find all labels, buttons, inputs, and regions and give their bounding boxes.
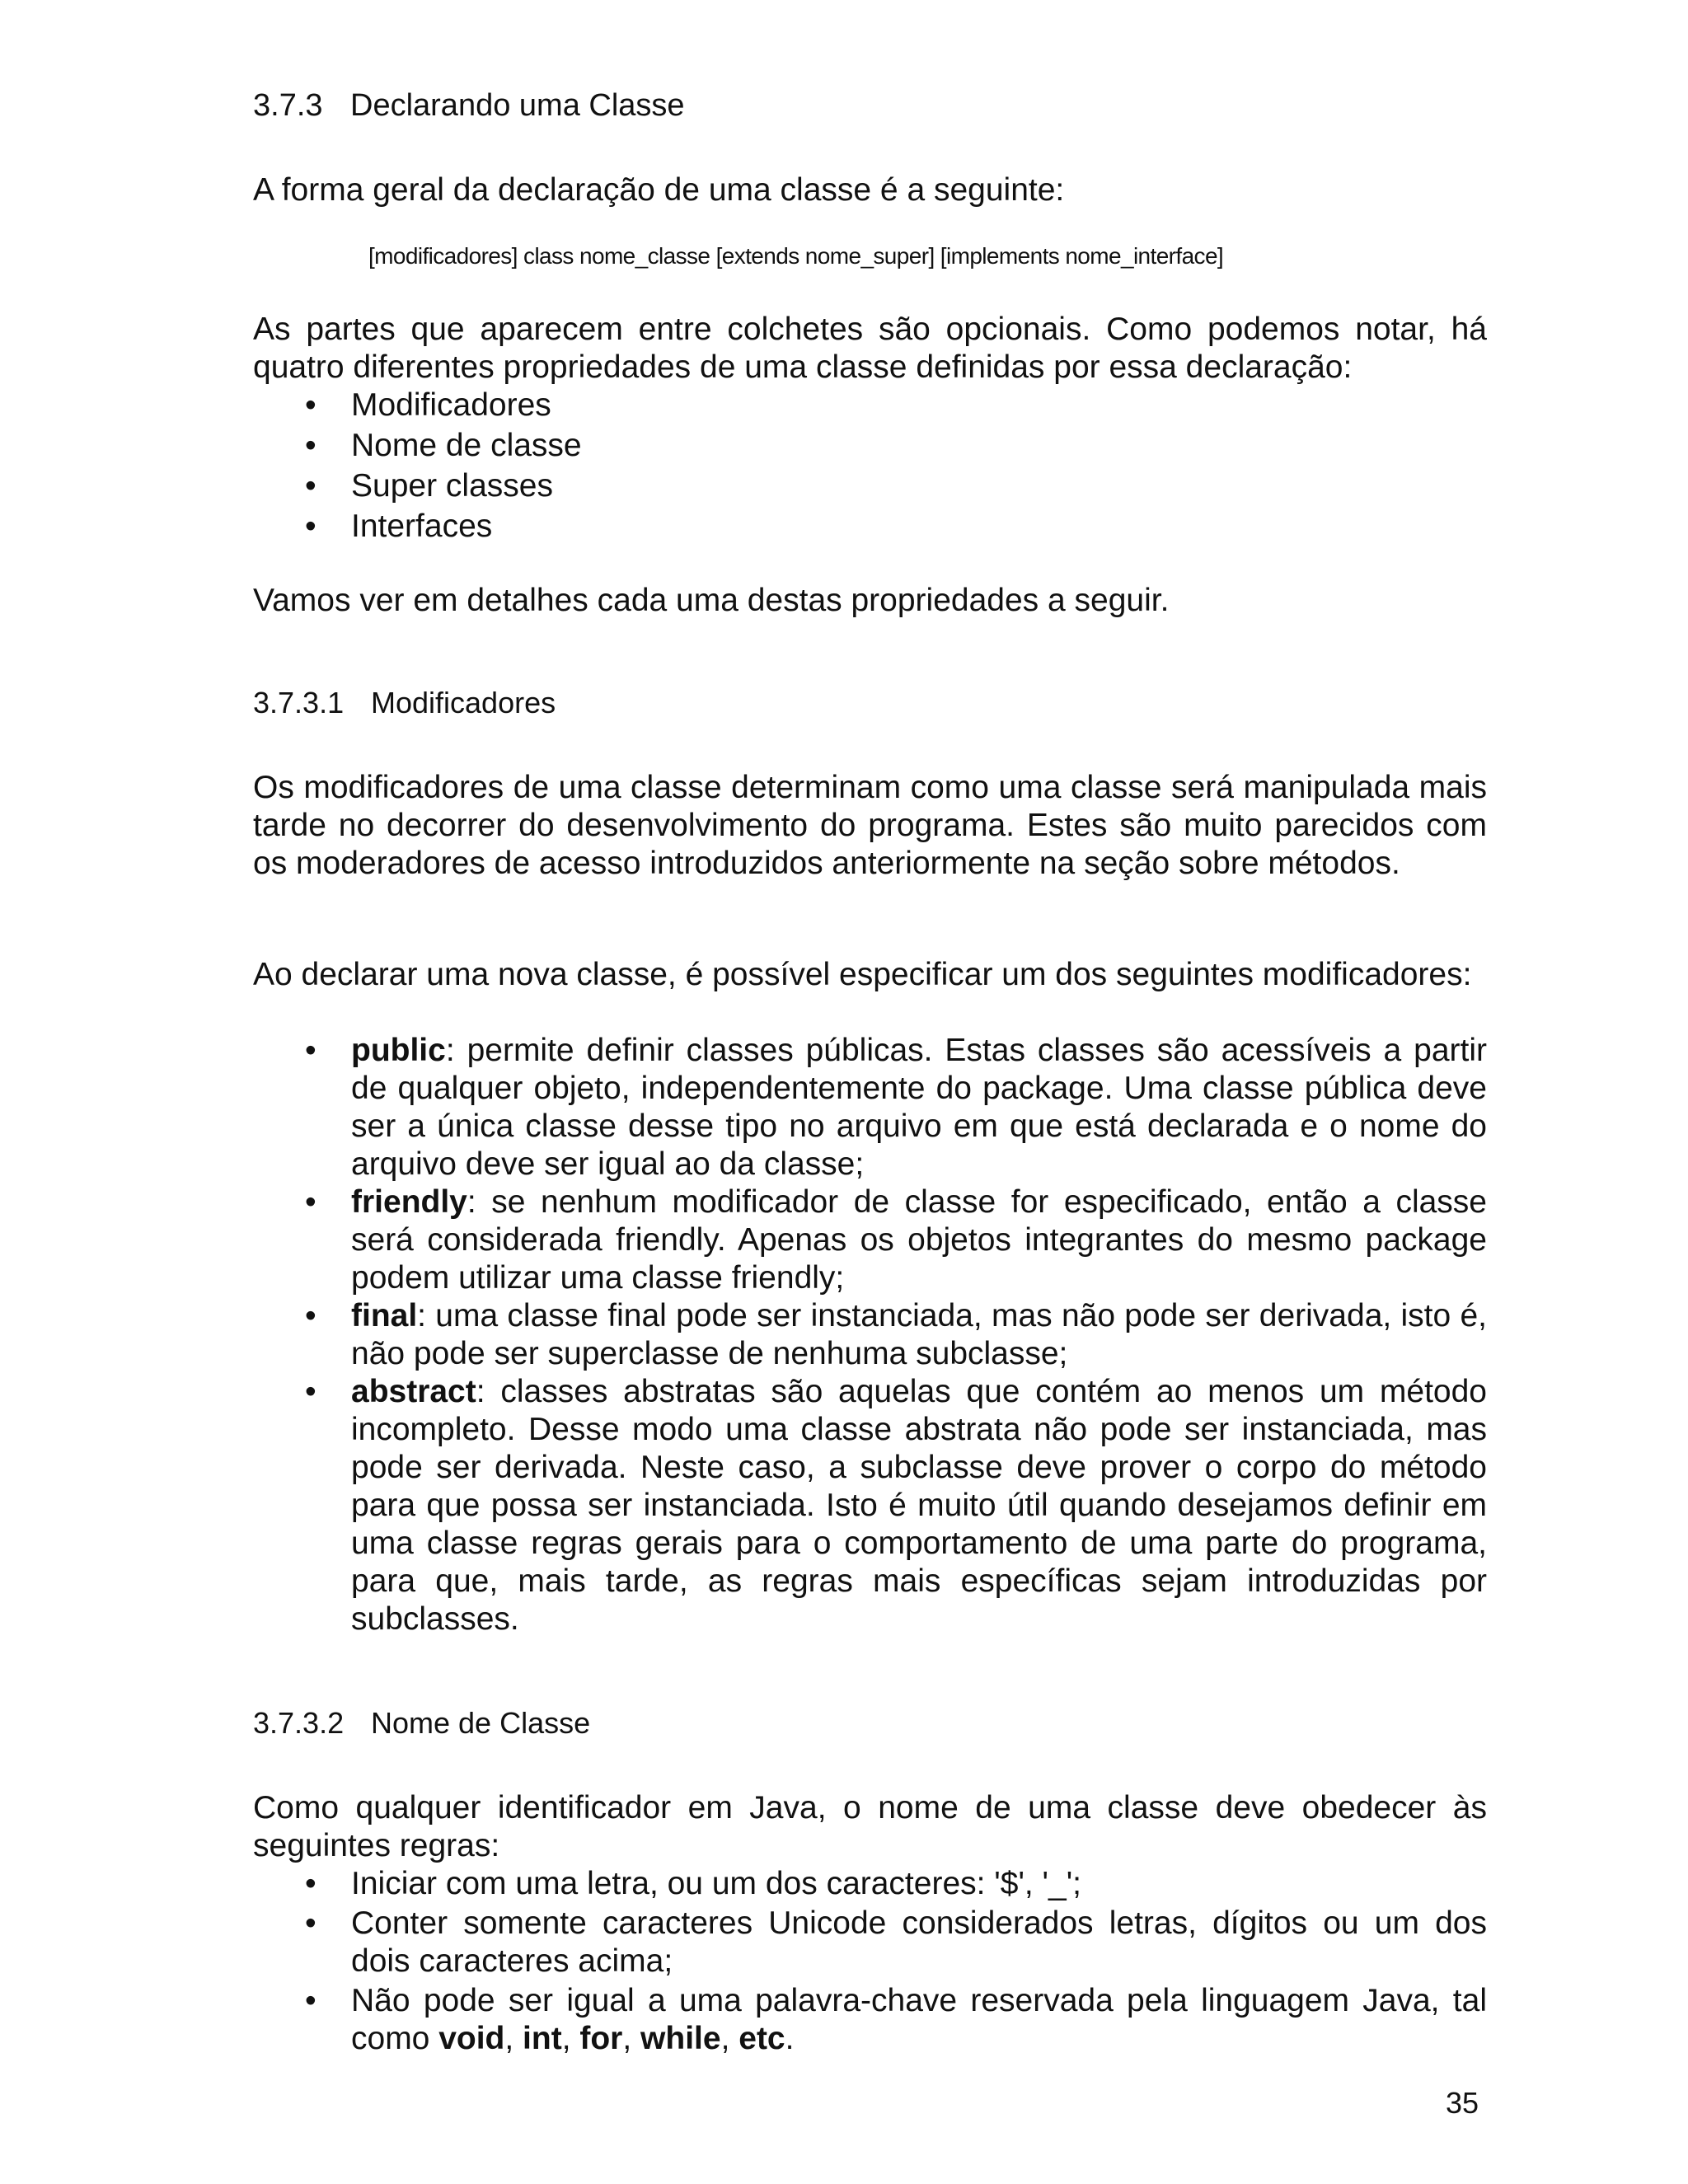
section-number: 3.7.3 <box>253 88 323 123</box>
properties-list <box>253 387 1487 548</box>
section-number: 3.7.3.2 <box>253 1706 345 1740</box>
modifier-term: final <box>351 1298 418 1333</box>
list-item: • final: uma classe final pode ser instanciada, mas não pode ser derivada, isto é, não pode ser superclasse de nenhuma subclasse; <box>305 1298 1487 1371</box>
class-declaration-syntax: [modificadores] class nome_classe [extends nome_super] [implements nome_interface] <box>368 243 1224 269</box>
section-heading-3-7-3-1 <box>253 686 556 720</box>
section-title: Declarando uma Classe <box>350 88 685 123</box>
naming-rules-list <box>253 1865 1487 2058</box>
modifiers-intro-paragraph: Ao declarar uma nova classe, é possível especificar um dos seguintes modificadores: <box>253 957 1472 992</box>
modifiers-list <box>253 1032 1487 1638</box>
bullet: • <box>305 1983 316 2018</box>
keyword: for <box>579 2021 623 2056</box>
optional-parts-paragraph: As partes que aparecem entre colchetes são opcionais. Como podemos notar, há quatro diferentes propriedades de uma classe definidas por essa declaração: <box>253 312 1487 385</box>
modifier-term: public <box>351 1033 446 1068</box>
keyword: void <box>438 2021 505 2056</box>
details-paragraph: Vamos ver em detalhes cada uma destas propriedades a seguir. <box>253 583 1170 618</box>
modifier-term: abstract <box>351 1374 476 1409</box>
list-item: • friendly: se nenhum modificador de classe for especificado, então a classe será considerada friendly. Apenas os objetos integrantes do mesmo package podem utilizar uma classe friendly; <box>305 1184 1487 1296</box>
bullet: • <box>305 509 316 544</box>
bullet: • <box>305 428 316 463</box>
list-item: • abstract: classes abstratas são aquelas que contém ao menos um método incompleto. Desse modo uma classe abstrata não pode ser instanciada, mas pode ser derivada. Neste caso, a subclasse deve prover o corpo do método para que possa ser instanciada. Isto é muito útil quando desejamos definir em uma classe regras gerais para o comportamento de uma parte do programa, para que, mais tarde, as regras mais específicas sejam introduzidas por subclasses. <box>305 1374 1487 1637</box>
list-item: • Conter somente caracteres Unicode considerados letras, dígitos ou um dos dois caracteres acima; <box>305 1905 1487 1979</box>
list-item: • Nome de classe <box>305 428 582 463</box>
bullet: • <box>305 1184 316 1220</box>
keyword: int <box>523 2021 562 2056</box>
section-heading-3-7-3 <box>253 87 685 124</box>
list-item: • Não pode ser igual a uma palavra-chave reservada pela linguagem Java, tal como void, int, for, while, etc. <box>305 1983 1487 2056</box>
keyword: etc <box>738 2021 785 2056</box>
intro-paragraph: A forma geral da declaração de uma classe é a seguinte: <box>253 172 1065 208</box>
section-heading-3-7-3-2 <box>253 1706 590 1741</box>
page-number: 35 <box>1445 2086 1479 2120</box>
bullet: • <box>305 468 316 504</box>
keyword: while <box>640 2021 721 2056</box>
bullet: • <box>305 1905 316 1941</box>
bullet: • <box>305 1374 316 1409</box>
naming-paragraph: Como qualquer identificador em Java, o nome de uma classe deve obedecer às seguintes regras: <box>253 1790 1487 1863</box>
list-item: • Iniciar com uma letra, ou um dos caracteres: '$', '_'; <box>305 1866 1081 1901</box>
list-item: • Interfaces <box>305 509 493 544</box>
list-item: • Super classes <box>305 468 553 504</box>
section-number: 3.7.3.1 <box>253 686 345 719</box>
bullet: • <box>305 1033 316 1068</box>
bullet: • <box>305 1866 316 1901</box>
modifiers-paragraph: Os modificadores de uma classe determinam como uma classe será manipulada mais tarde no decorrer do desenvolvimento do programa. Estes são muito parecidos com os moderadores de acesso introduzidos anteriormente na seção sobre métodos. <box>253 770 1487 881</box>
section-title: Nome de Classe <box>371 1706 591 1740</box>
section-title: Modificadores <box>371 686 556 719</box>
modifier-term: friendly <box>351 1184 467 1220</box>
bullet: • <box>305 1298 316 1333</box>
list-item: • public: permite definir classes públicas. Estas classes são acessíveis a partir de qualquer objeto, independentemente do package. Uma classe pública deve ser a única classe desse tipo no arquivo em que está declarada e o nome do arquivo deve ser igual ao da classe; <box>305 1033 1487 1182</box>
list-item: • Modificadores <box>305 387 551 423</box>
bullet: • <box>305 387 316 423</box>
